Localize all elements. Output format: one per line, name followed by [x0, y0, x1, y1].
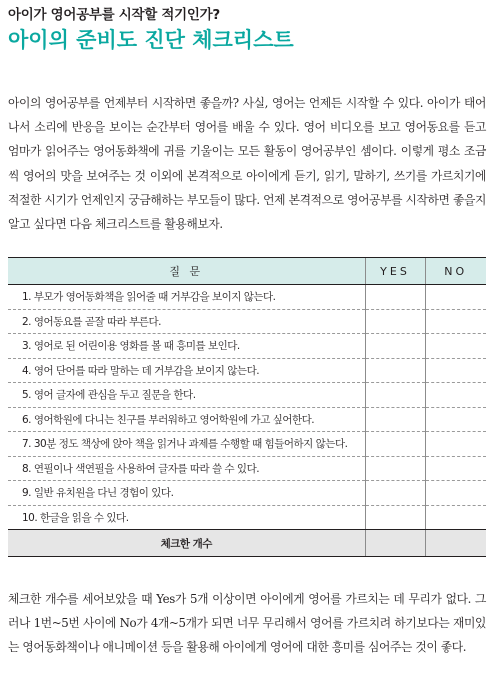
- question-text: 8. 연필이나 색연필을 사용하여 글자를 따라 쓸 수 있다.: [8, 456, 365, 481]
- no-check-cell[interactable]: [425, 456, 486, 481]
- no-count-cell[interactable]: [425, 530, 486, 557]
- no-column-header: NO: [425, 258, 486, 285]
- yes-check-cell[interactable]: [365, 334, 425, 359]
- checked-count-label: 체크한 개수: [8, 530, 365, 557]
- no-check-cell[interactable]: [425, 505, 486, 530]
- no-check-cell[interactable]: [425, 285, 486, 310]
- question-text: 5. 영어 글자에 관심을 두고 질문을 한다.: [8, 383, 365, 408]
- intro-paragraph: 아이의 영어공부를 언제부터 시작하면 좋을까? 사실, 영어는 언제든 시작할 수 있다. 아이가 태어나서 소리에 반응을 보이는 순간부터 영어를 배울 수 있다. 영어 비디오를 보고 영어동요를 듣고 엄마가 읽어주는 영어동화책에 귀를 기울이는 모든 활동이 영어공부인 셈이다. 이렇게 평소 조금씩 영어의 맛을 보여주는 것 이외에 본격적으로 아이에게 듣기, 읽기, 말하기, 쓰기를 가르치기에 적절한 시기가 언제인지 궁금해하는 부모들이 많다. 언제 본격적으로 영어공부를 시작하면 좋을지 알고 싶다면 다음 체크리스트를 활용해보자.: [8, 96, 486, 232]
- question-text: 9. 일반 유치원을 다닌 경험이 있다.: [8, 481, 365, 506]
- no-check-cell[interactable]: [425, 309, 486, 334]
- no-check-cell[interactable]: [425, 383, 486, 408]
- yes-check-cell[interactable]: [365, 432, 425, 457]
- table-row: [8, 334, 486, 359]
- yes-check-cell[interactable]: [365, 505, 425, 530]
- no-check-cell[interactable]: [425, 358, 486, 383]
- table-row: [8, 456, 486, 481]
- no-check-cell[interactable]: [425, 481, 486, 506]
- table-row: [8, 358, 486, 383]
- question-text: 7. 30분 정도 책상에 앉아 책을 읽거나 과제를 수행할 때 힘들어하지 않는다.: [8, 432, 365, 457]
- page-title: 아이의 준비도 진단 체크리스트: [8, 28, 294, 52]
- readiness-checklist-table: [8, 257, 486, 557]
- yes-check-cell[interactable]: [365, 407, 425, 432]
- yes-check-cell[interactable]: [365, 456, 425, 481]
- question-text: 6. 영어학원에 다니는 친구를 부러워하고 영어학원에 가고 싶어한다.: [8, 407, 365, 432]
- question-text: 1. 부모가 영어동화책을 읽어줄 때 거부감을 보이지 않는다.: [8, 285, 365, 310]
- yes-column-header: YES: [365, 258, 425, 285]
- result-guide-paragraph: 체크한 개수를 세어보았을 때 Yes가 5개 이상이면 아이에게 영어를 가르치는 데 무리가 없다. 그러나 1번~5번 사이에 No가 4개~5개가 되면 너무 무리해서 영어를 가르치려 하기보다는 재미있는 영어동화책이나 애니메이션 등을 활용해 아이에게 영어에 대한 흥미를 심어주는 것이 좋다.: [8, 592, 486, 655]
- page-kicker: 아이가 영어공부를 시작할 적기인가?: [8, 7, 220, 23]
- question-text: 2. 영어동요를 곧잘 따라 부른다.: [8, 309, 365, 334]
- yes-check-cell[interactable]: [365, 383, 425, 408]
- table-row: [8, 285, 486, 310]
- table-row: [8, 309, 486, 334]
- no-check-cell[interactable]: [425, 432, 486, 457]
- table-row: [8, 407, 486, 432]
- table-row: [8, 383, 486, 408]
- checklist-header-row: [8, 258, 486, 285]
- question-text: 3. 영어로 된 어린이용 영화를 볼 때 흥미를 보인다.: [8, 334, 365, 359]
- yes-count-cell[interactable]: [365, 530, 425, 557]
- question-text: 4. 영어 단어를 따라 말하는 데 거부감을 보이지 않는다.: [8, 358, 365, 383]
- question-text: 10. 한글을 읽을 수 있다.: [8, 505, 365, 530]
- no-check-cell[interactable]: [425, 334, 486, 359]
- yes-check-cell[interactable]: [365, 358, 425, 383]
- table-row: [8, 432, 486, 457]
- yes-check-cell[interactable]: [365, 285, 425, 310]
- table-row: [8, 481, 486, 506]
- yes-check-cell[interactable]: [365, 309, 425, 334]
- table-row: [8, 505, 486, 530]
- no-check-cell[interactable]: [425, 407, 486, 432]
- checklist-total-row: [8, 530, 486, 557]
- yes-check-cell[interactable]: [365, 481, 425, 506]
- question-column-header: 질 문: [8, 258, 365, 285]
